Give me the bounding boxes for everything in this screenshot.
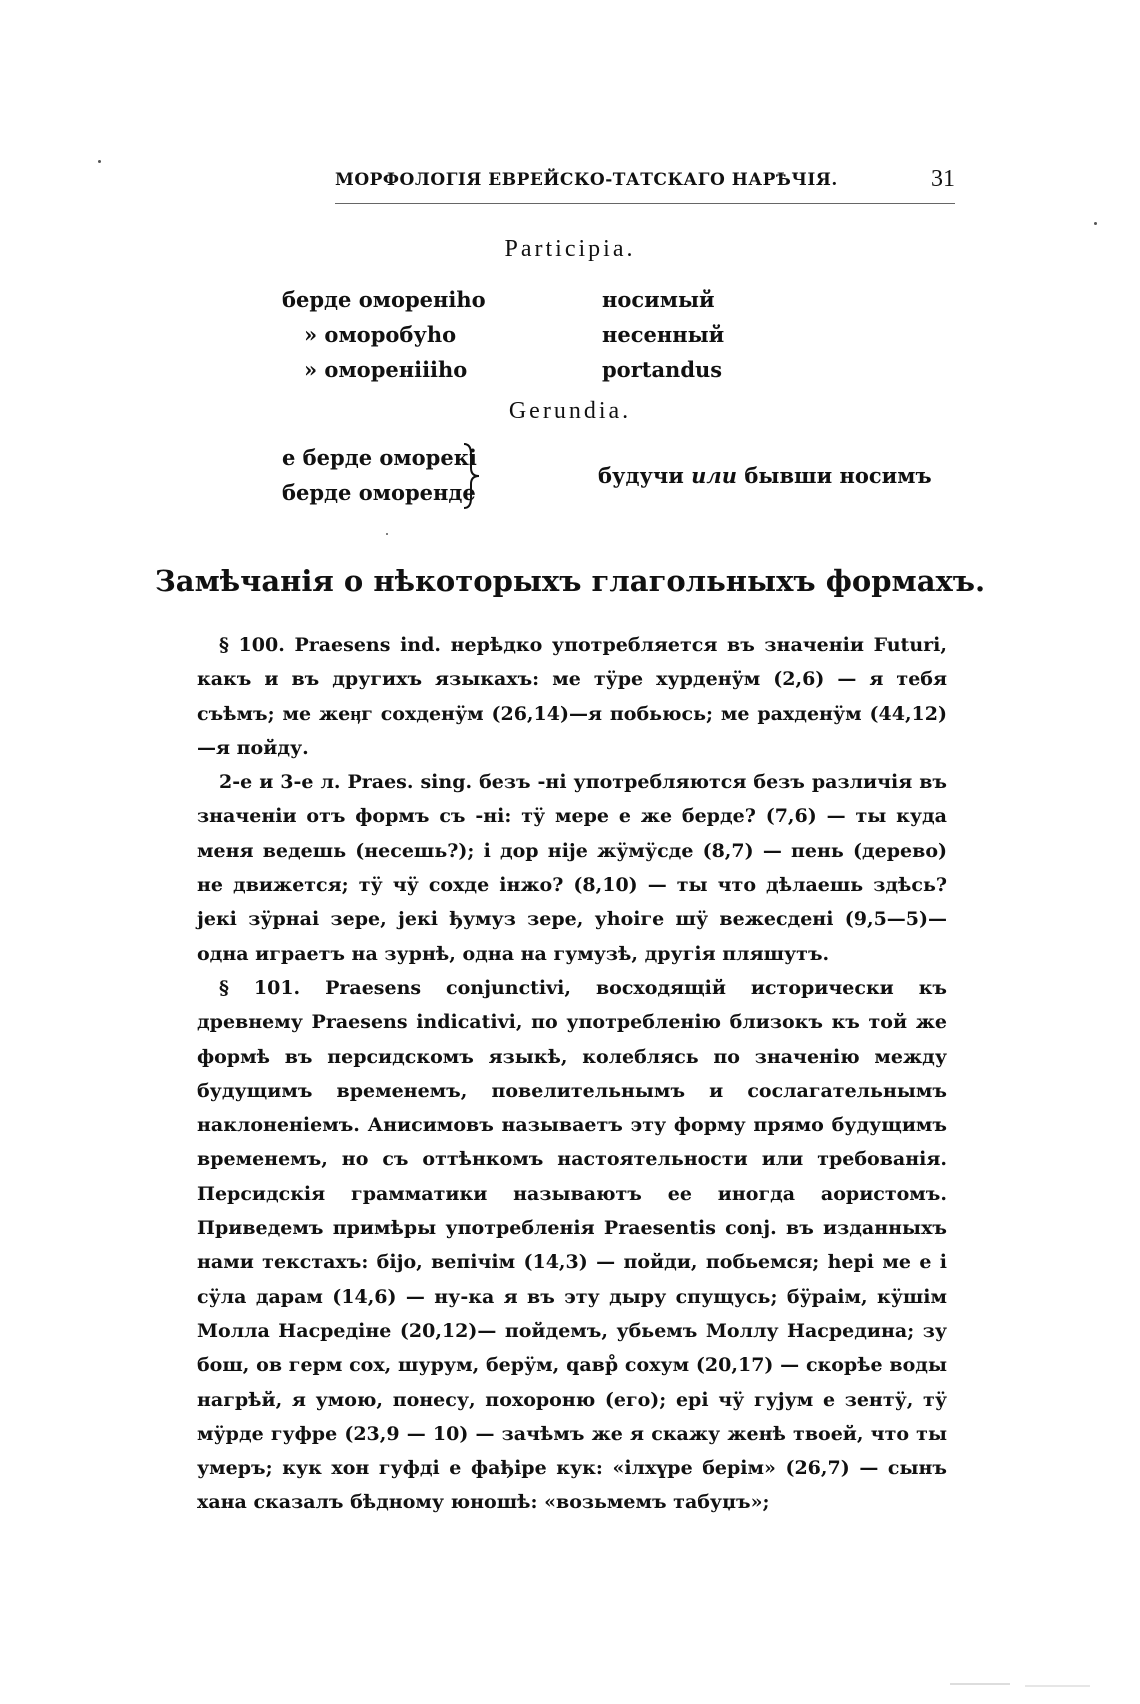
paragraph-persons: 2-е и 3-е л. Praes. sing. безъ -ні употребляются безъ различія въ значеніи отъ формъ съ -ні: тӱ мере е же берде? (7,6) — ты куда меня ведешь (несешь?); і дор ніје жӱмӱсде (8,7) — пень (дерево) не движется; тӱ чӱ сохде інжо? (8,10) — ты что дѣлаешь здѣсь? јекі зӱрнаі зере, јекі ђумуз зере, уһоіге шӱ вежесдені (9,5—5)—одна играетъ на зурнѣ, одна на гумузѣ, другія пляшутъ. <box>197 771 947 965</box>
curly-brace-icon <box>462 442 482 510</box>
participia-left-item: » омореніііһо <box>304 357 468 382</box>
scan-speck <box>386 533 388 535</box>
header-rule <box>335 203 955 204</box>
running-header <box>335 166 955 200</box>
gerundia-left-item: е берде оморекі <box>282 445 477 470</box>
gerundia-left-item: берде оморенде <box>282 480 476 505</box>
scan-speck <box>1094 222 1097 225</box>
participia-title: Participia. <box>504 236 636 262</box>
participia-right-item: носимый <box>602 287 715 312</box>
participia-right-item: несенный <box>602 322 725 347</box>
running-header-title: МОРФОЛОГІЯ ЕВРЕЙСКО-ТАТСКАГО НАРѢЧІЯ. <box>335 170 838 190</box>
gerundia-translation-italic: или <box>691 463 738 488</box>
body-text <box>197 628 947 1520</box>
gerundia-title: Gerundia. <box>508 398 632 424</box>
gerundia-translation-suffix: бывши носимъ <box>737 463 932 488</box>
scan-speck <box>98 160 101 163</box>
participia-left-column <box>282 282 486 387</box>
page-number: 31 <box>931 166 955 192</box>
gerundia-translation <box>598 463 932 488</box>
scan-edge-marks <box>930 1680 1100 1690</box>
participia-right-item: portandus <box>602 357 723 382</box>
gerundia-translation-prefix: будучи <box>598 463 692 488</box>
gerundia-left-column <box>282 440 477 510</box>
paragraph-100: § 100. Praesens ind. нерѣдко употребляется въ значеніи Futuri, какъ и въ другихъ языкахъ: ме тӱре хурденӱм (2,6) — я тебя съѣмъ; ме жеӊг сохденӱм (26,14)—я побьюсь; ме рахденӱм (44,12)—я пойду. <box>197 634 947 759</box>
participia-left-item: берде омореніһо <box>282 287 486 312</box>
section-heading: Замѣчанія о нѣкоторыхъ глагольныхъ формахъ. <box>154 564 986 598</box>
participia-right-column <box>602 282 724 387</box>
paragraph-101: § 101. Praesens conjunctivi, восходящій исторически къ древнему Praesens indicativi, по употребленію близокъ къ той же формѣ въ персидскомъ языкѣ, колеблясь по значенію между будущимъ временемъ, повелительнымъ и сослагательнымъ наклоненіемъ. Анисимовъ называетъ эту форму прямо будущимъ временемъ, но съ оттѣнкомъ настоятельности или требованія. Персидскія грамматики называютъ ее иногда аористомъ. Приведемъ примѣры употребленія Praesentis conj. въ изданныхъ нами текстахъ: біјо, вепічім (14,3) — пойди, побьемся; һері ме е і сӱла дарам (14,6) — ну-ка я въ эту дыру спущусь; бӱраім, кӱшім Молла Насредіне (20,12)— пойдемъ, убьемъ Моллу Насредина; зу бош, ов герм сох, шурум, берӱм, qавр̊ сохум (20,17) — скорѣе воды нагрѣй, я умою, понесу, похороню (его); ері чӱ гујум е зентӱ, тӱ мӱрде гуфре (23,9 — 10) — зачѣмъ же я скажу женѣ твоей, что ты умеръ; кук хон гуфді е фађіре кук: «ілхүре берім» (26,7) — сынъ хана сказалъ бѣдному юношѣ: «возьмемъ табуџъ»; <box>197 976 947 1514</box>
participia-left-item: » оморобуһо <box>304 322 457 347</box>
